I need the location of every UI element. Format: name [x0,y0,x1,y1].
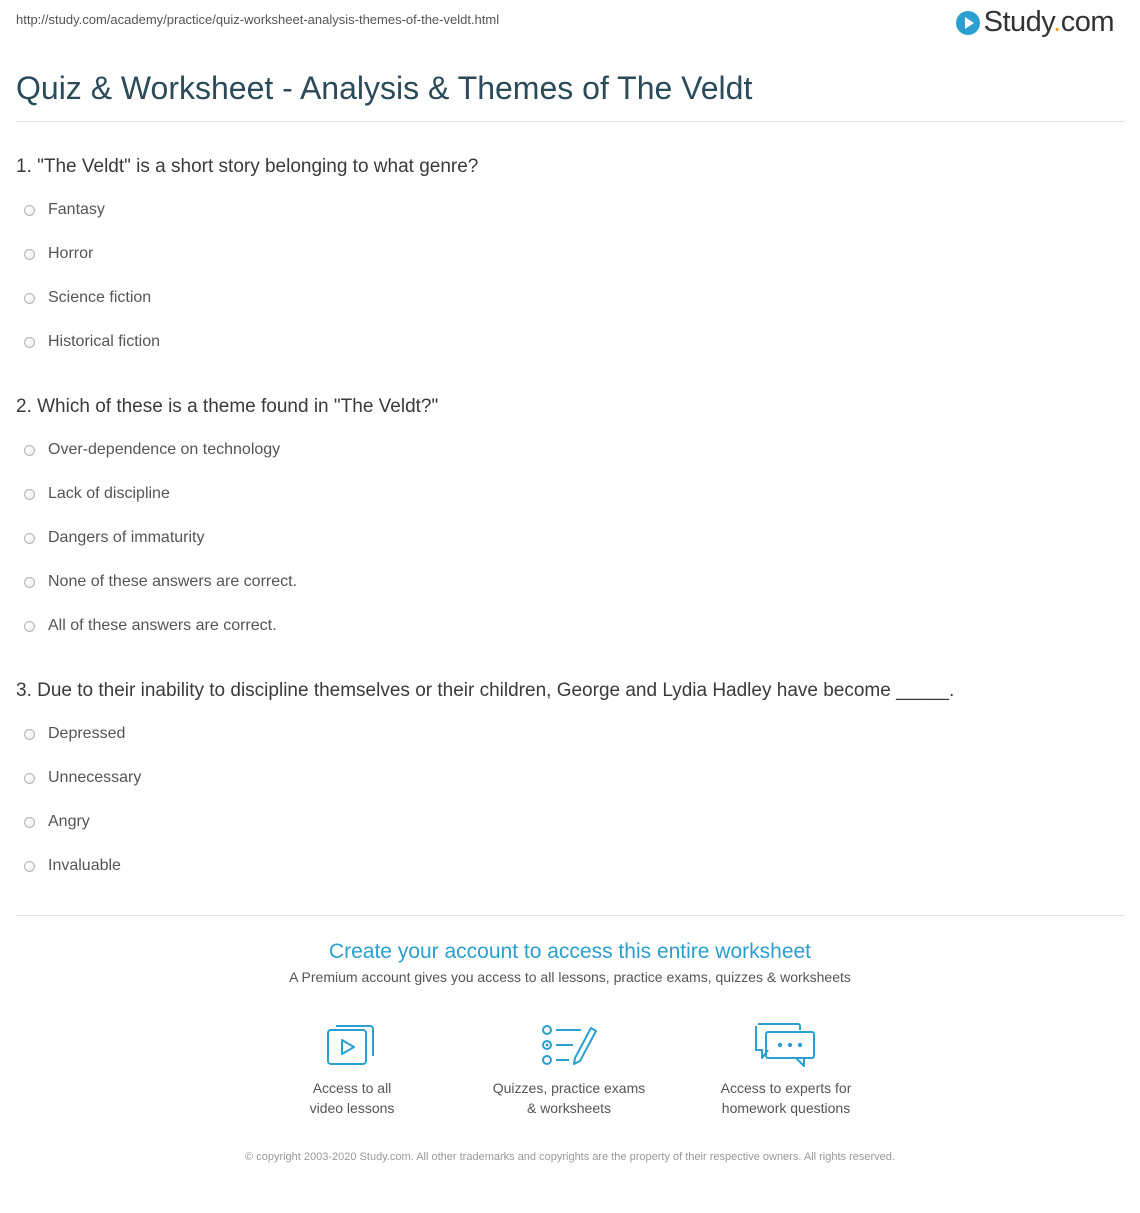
option-label: Historical fiction [48,333,161,350]
answer-option[interactable] [24,529,205,547]
copyright-notice: © copyright 2003-2020 Study.com. All other trademarks and copyrights are the property of their respective owners. All rights reserved. [245,1151,895,1163]
premium-description: A Premium account gives you access to all lessons, practice exams, quizzes & worksheets [289,969,851,985]
option-label: Invaluable [48,857,121,874]
option-label: Angry [48,813,90,830]
feature-label: Quizzes, practice exams & worksheets [492,1080,646,1116]
option-label: Depressed [48,725,126,742]
video-lesson-icon [326,1022,378,1068]
logo-text: Study.com [983,6,1114,38]
option-label: Lack of discipline [48,485,170,502]
feature-experts [686,1022,886,1118]
answer-option[interactable] [24,573,297,591]
option-label: Over-dependence on technology [48,441,281,458]
option-label: Science fiction [48,289,152,306]
radio-button[interactable] [24,293,35,304]
option-label: None of these answers are correct. [48,573,298,590]
answer-option[interactable] [24,441,280,459]
create-account-link[interactable]: Create your account to access this entire worksheet [328,940,812,963]
option-label: Unnecessary [48,769,142,786]
answer-option[interactable] [24,813,90,831]
answer-option[interactable] [24,857,121,875]
question-3: 3. Due to their inability to discipline themselves or their children, George and Lydia Hadley have become _____. [16,680,955,701]
question-1: 1. "The Veldt" is a short story belonging to what genre? [16,156,479,177]
radio-button[interactable] [24,249,35,260]
question-2: 2. Which of these is a theme found in "The Veldt?" [16,396,439,417]
answer-option[interactable] [24,333,160,351]
radio-button[interactable] [24,817,35,828]
answer-option[interactable] [24,245,93,263]
play-logo-icon [956,11,980,35]
feature-label: Access to all video lessons [309,1080,395,1116]
answer-option[interactable] [24,725,125,743]
radio-button[interactable] [24,861,35,872]
answer-option[interactable] [24,289,151,307]
radio-button[interactable] [24,773,35,784]
option-label: Dangers of immaturity [48,529,205,546]
quiz-checklist-icon [541,1022,597,1068]
divider [16,915,1124,916]
radio-button[interactable] [24,621,35,632]
top-bar [0,0,1140,48]
feature-label: Access to experts for homework questions [720,1080,852,1116]
feature-quizzes [469,1022,669,1118]
radio-button[interactable] [24,533,35,544]
option-label: Fantasy [48,201,105,218]
option-label: All of these answers are correct. [48,617,277,634]
answer-option[interactable] [24,617,277,635]
chat-bubbles-icon [754,1022,818,1068]
radio-button[interactable] [24,577,35,588]
radio-button[interactable] [24,337,35,348]
page-title: Quiz & Worksheet - Analysis & Themes of The Veldt [16,70,753,106]
radio-button[interactable] [24,205,35,216]
answer-option[interactable] [24,201,105,219]
study-logo[interactable] [956,6,1114,39]
page-url: http://study.com/academy/practice/quiz-worksheet-analysis-themes-of-the-veldt.html [16,12,500,27]
option-label: Horror [48,245,94,262]
radio-button[interactable] [24,729,35,740]
answer-option[interactable] [24,485,170,503]
radio-button[interactable] [24,445,35,456]
answer-option[interactable] [24,769,141,787]
radio-button[interactable] [24,489,35,500]
feature-video-lessons [252,1022,452,1118]
divider [16,121,1124,122]
